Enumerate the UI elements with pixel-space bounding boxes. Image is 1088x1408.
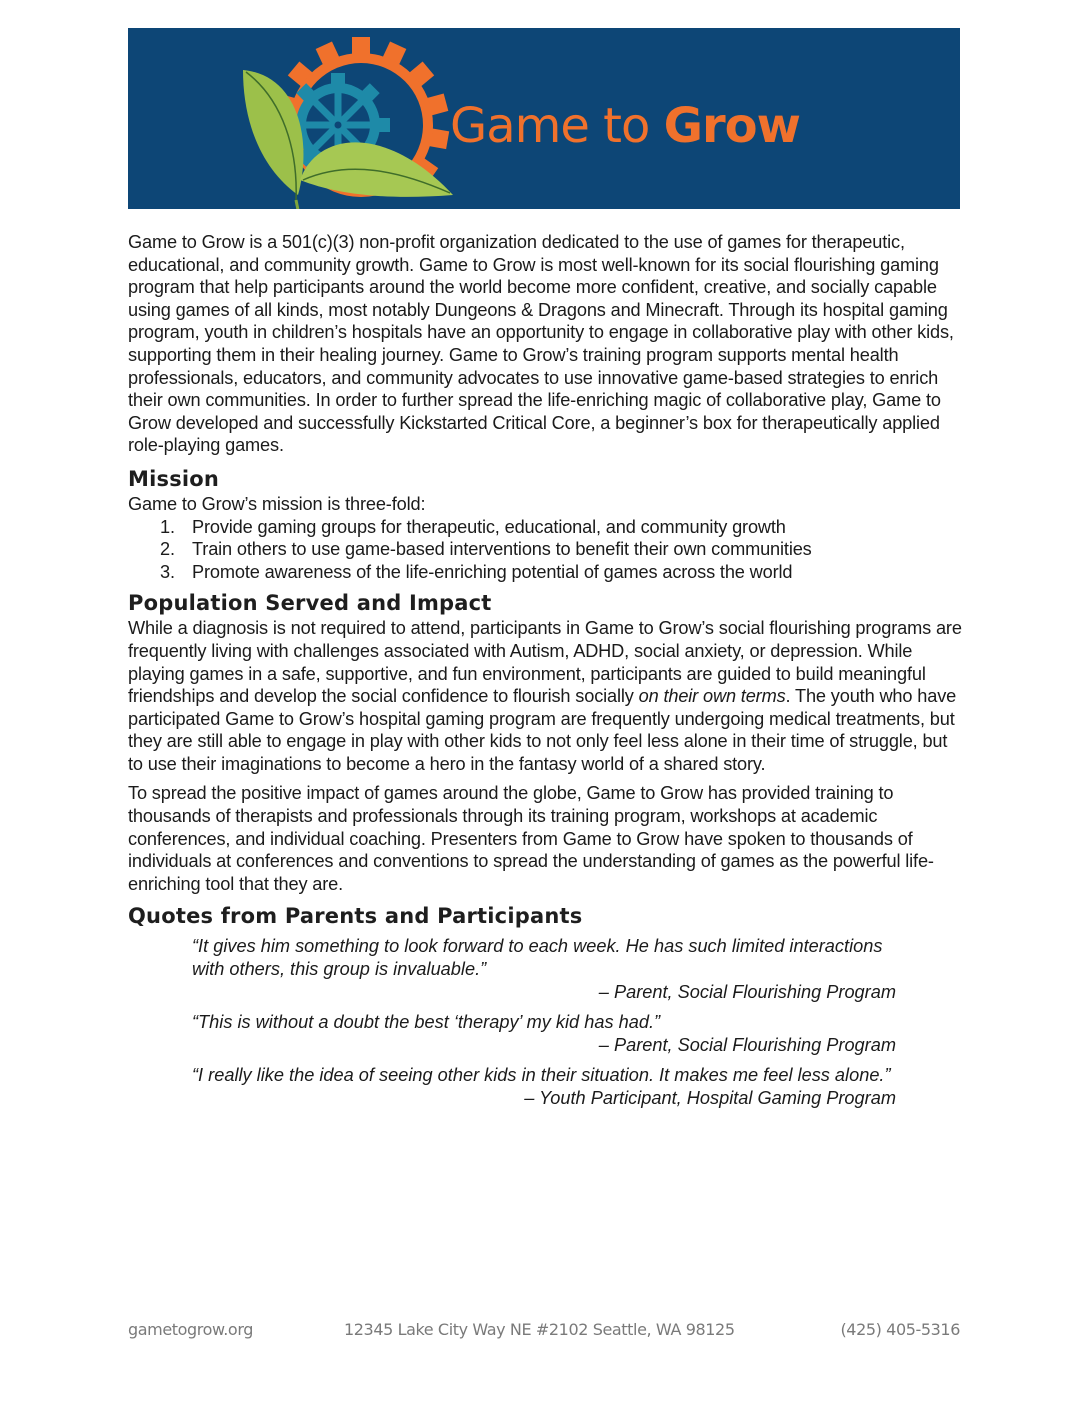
mission-item-text: Provide gaming groups for therapeutic, educational, and community growth xyxy=(192,516,786,537)
quote-attribution: – Parent, Social Flourishing Program xyxy=(598,1034,896,1055)
footer-website-link[interactable]: gametogrow.org xyxy=(128,1320,253,1339)
mission-lead: Game to Grow’s mission is three-fold: xyxy=(128,493,426,514)
brand-regular: Game to xyxy=(450,98,664,154)
population-heading: Population Served and Impact xyxy=(128,591,492,616)
mission-item-number: 2. xyxy=(160,539,175,560)
quote-text: “This is without a doubt the best ‘therapy’ my kid has had.” xyxy=(192,1012,661,1033)
quote-item xyxy=(192,1011,896,1056)
brand-bold: Grow xyxy=(663,98,800,154)
population-text-italic: on their own terms xyxy=(638,686,786,707)
mission-item xyxy=(128,561,964,584)
mission-item xyxy=(128,538,964,561)
footer xyxy=(128,1320,960,1346)
brand-name xyxy=(450,98,800,154)
mission-item xyxy=(128,516,964,539)
footer-phone: (425) 405-5316 xyxy=(840,1320,960,1339)
mission-item-number: 3. xyxy=(160,561,175,582)
mission-list xyxy=(128,516,964,584)
population-text-start: While a diagnosis is not required to attend, participants in Game to Grow’s social flourishing programs are frequently living with challenges associated with Autism, ADHD, social anxiety, or depression. While playing games in a safe, supportive, and fun environment, participants are guided to build meaningful friendships and develop the social confidence to flourish socially xyxy=(128,618,962,707)
quote-attribution: – Parent, Social Flourishing Program xyxy=(598,981,896,1002)
footer-address: 12345 Lake City Way NE #2102 Seattle, WA 98125 xyxy=(344,1320,735,1339)
quote-item xyxy=(192,1064,896,1109)
mission-heading: Mission xyxy=(128,466,220,491)
impact-paragraph: To spread the positive impact of games around the globe, Game to Grow has provided training to thousands of therapists and professionals through its training program, workshops at academic conferences, and individual coaching. Presenters from Game to Grow have spoken to thousands of individuals at conferences and conventions to spread the understanding of games as the powerful life-enriching tool that they are. xyxy=(128,783,934,894)
mission-item-text: Train others to use game-based interventions to benefit their own communities xyxy=(192,539,812,560)
header-banner xyxy=(128,28,960,209)
population-text-end: . The youth who have participated Game to Grow’s hospital gaming program are frequently undergoing medical treatments, but they are still able to engage in play with other kids to not only feel less alone in their time of struggle, but to use their imaginations to become a hero in the fantasy world of a shared story. xyxy=(128,686,957,774)
quotes-heading: Quotes from Parents and Participants xyxy=(128,904,583,929)
mission-item-text: Promote awareness of the life-enriching potential of games across the world xyxy=(192,561,793,582)
gear-leaf-logo-icon xyxy=(238,30,458,209)
population-paragraph xyxy=(128,617,964,775)
intro-paragraph: Game to Grow is a 501(c)(3) non-profit organization dedicated to the use of games for therapeutic, educational, and community growth. Game to Grow is most well-known for its social flourishing gaming program that help participants around the world become more confident, creative, and socially capable using games of all kinds, most notably Dungeons & Dragons and Minecraft. Through its hospital gaming program, youth in children’s hospitals have an opportunity to engage in collaborative play with other kids, supporting them in their healing journey. Game to Grow’s training program supports mental health professionals, educators, and community advocates to use innovative game-based strategies to enrich their own communities. In order to further spread the life-enriching magic of collaborative play, Game to Grow developed and successfully Kickstarted Critical Core, a beginner’s box for therapeutically applied role-playing games. xyxy=(128,232,954,456)
quote-text: “I really like the idea of seeing other kids in their situation. It makes me feel less alone.” xyxy=(192,1065,891,1086)
quote-item xyxy=(192,935,896,1003)
document-body xyxy=(128,231,964,1110)
mission-item-number: 1. xyxy=(160,516,175,537)
quote-attribution: – Youth Participant, Hospital Gaming Program xyxy=(524,1088,896,1108)
quote-text: “It gives him something to look forward to each week. He has such limited interactions with others, this group is invaluable.” xyxy=(192,936,883,980)
